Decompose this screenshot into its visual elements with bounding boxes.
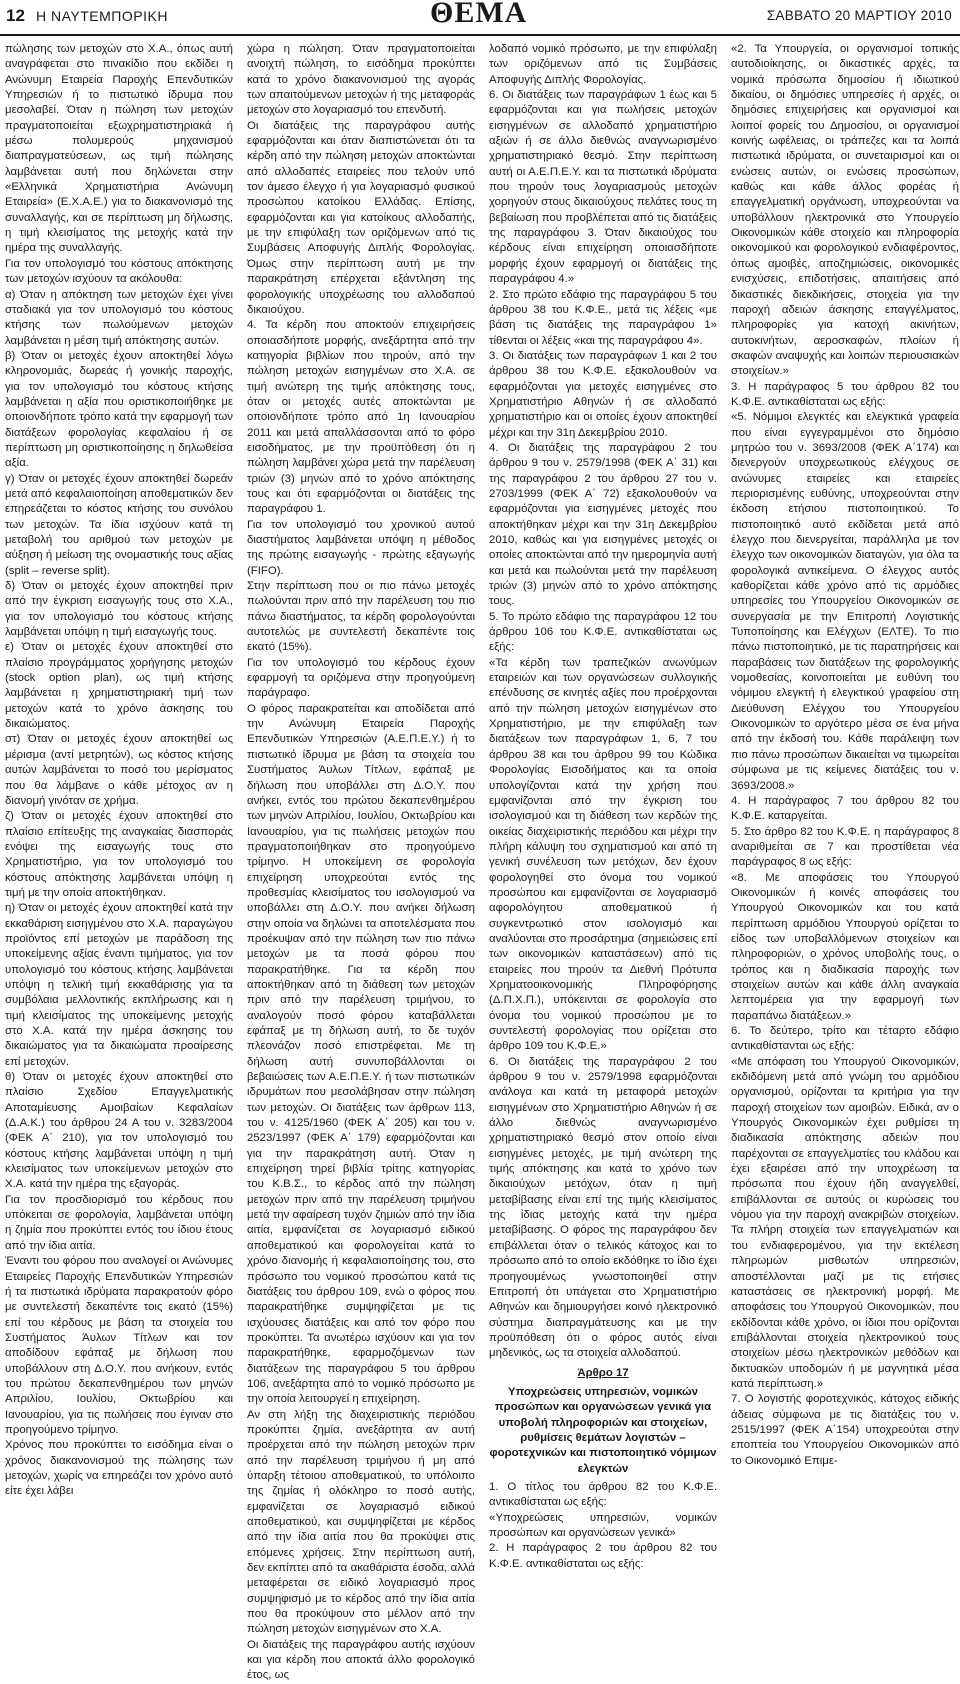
paragraph: 4. Οι διατάξεις της παραγράφου 2 του άρθρου 9 του ν. 2579/1998 (ΦΕΚ Α΄ 31) και της παραγράφου 2 του άρθρου 27 του ν. 2703/1999 (ΦΕΚ Α΄ 72) εξακολουθούν να εφαρμόζονται για εισηγμένες μετοχές που αποκτήθηκαν μέχρι και την 31η Δεκεμβρίου 2010, καθώς και για εισηγμένες μετοχές οι οποίες αποκτώνται από την ημερομηνία αυτή και μετά και πωλούνται μετά την παρέλευση τριών (3) μηνών από το χρόνο απόκτησης τους. xyxy=(489,441,717,608)
paragraph: «2. Τα Υπουργεία, οι οργανισμοί τοπικής αυτοδιοίκησης, οι δικαστικές αρχές, τα νομικά πρόσωπα δημοσίου ή ιδιωτικού δικαίου, οι δημόσιες υπηρεσίες ή αρχές, οι δημόσιες επιχειρήσεις και οργανισμοί και λοιποί φορείς του Δημοσίου, οι οργανισμοί κοινής ωφέλειας, οι τράπεζες και τα λοιπά πιστωτικά ιδρύματα, οι συνεταιρισμοί και οι ενώσεις αυτών, οι ενώσεις προσώπων, καθώς και κάθε άλλος φορέας ή επαγγελματική οργάνωση, υποχρεούνται να υποβάλλουν ηλεκτρονικά στο Υπουργείο Οικονομικών κάθε στοιχείο και πληροφορία οικονομικού και φορολογικού ενδιαφέροντος, όπως αμοιβές, αποζημιώσεις, οικονομικές ενισχύσεις, επιδοτήσεις, απαιτήσεις από δικαστικές διεκδικήσεις, στοιχεία για την παροχή αδειών άσκησης επαγγέλματος, πληροφορίες για κατοχή ακινήτων, αυτοκινήτων, αεροσκαφών, πλοίων ή σκαφών αναψυχής και λοιπών περιουσιακών στοιχείων.» xyxy=(731,43,959,378)
paragraph: Έναντι του φόρου που αναλογεί οι Ανώνυμες Εταιρείες Παροχής Επενδυτικών Υπηρεσιών ή τα πιστωτικά ιδρύματα παρακρατούν φόρο με συντελεστή δεκαπέντε τοις εκατό (15%) επί του κέρδους με βάση τα στοιχεία του Συστήματος Άυλων Τίτλων και τον αποδίδουν εφάπαξ με δήλωση που υποβάλλουν στη Δ.Ο.Υ. που ανήκουν, εντός του πρώτου δεκαπενθημέρου των μηνών Απριλίου, Ιουλίου, Οκτωβρίου και Ιανουαρίου, για τις πωλήσεις που έγιναν στο προηγούμενο τρίμηνο. xyxy=(5,1255,233,1436)
paragraph: Για τον προσδιορισμό του κέρδους που υπόκειται σε φορολογία, λαμβάνεται υπόψη η ζημία που προκύπτει εντός του ίδιου έτους από την ίδια αιτία. xyxy=(5,1193,233,1252)
paragraph: «Υποχρεώσεις υπηρεσιών, νομικών προσώπων και οργανώσεων γενικά» xyxy=(489,1511,717,1539)
paragraph: Στην περίπτωση που οι πιο πάνω μετοχές πωλούνται πριν από την παρέλευση του πιο πάνω διαστήματος, τα κέρδη φορολογούνται αυτοτελώς με συντελεστή δεκαπέντε τοις εκατό (15%). xyxy=(247,580,475,654)
paragraph: 3. Η παράγραφος 5 του άρθρου 82 του Κ.Φ.Ε. αντικαθίσταται ως εξής: xyxy=(731,380,959,408)
paragraph: «Με απόφαση του Υπουργού Οικονομικών, εκδιδόμενη μετά από γνώμη του αρμόδιου οργανισμού, ορίζονται τα κριτήρια για την παροχή στοιχείων των αμοιβών. Ειδικά, αν ο Υπουργός Οικονομικών έχει ρυθμίσει τη διαδικασία απόκτησης αδειών που παρέχονται σε επαγγελματίες του κλάδου και έχει εξαιρέσει από την υποχρέωση τα πρόσωπα που έχουν ήδη αναγγελθεί, επιβάλλονται σε αυτούς οι κυρώσεις του νόμου για την παροχή ανακριβών στοιχείων. Τα πλήρη στοιχεία των επαγγελματιών και του ενδιαφερομένου, για την εκτέλεση πληρωμών μισθωτών υπηρεσιών, αποστέλλονται μαζί με τις ετήσιες καταστάσεις σε ηλεκτρονική μορφή. Με αποφάσεις του Υπουργού Οικονομικών, που εκδίδονται κάθε χρόνο, οι ίδιοι που ορίζονται επιβάλλονται στοιχεία ηλεκτρονικού τους στοιχείων μέσω ηλεκτρονικών μεθόδων και δικτυακών υποδομών ή με μαγνητικά μέσα κατά περίπτωση.» xyxy=(731,1055,959,1390)
paragraph: 2. Στο πρώτο εδάφιο της παραγράφου 5 του άρθρου 38 του Κ.Φ.Ε., μετά τις λέξεις «με βάση τις διατάξεις της παραγράφου 1» τίθενται οι λέξεις «και της παραγράφου 4». xyxy=(489,288,717,347)
paragraph: «Τα κέρδη των τραπεζικών ανωνύμων εταιρειών και των οργανώσεων συλλογικής επένδυσης σε κινητές αξίες που προέρχονται από την πώληση μετοχών εισηγμένων στο Χρηματιστήριο, με την επιφύλαξη των διατάξεων των παραγράφων 1, 6, 7 του άρθρου 38 και του άρθρου 99 του Κώδικα Φορολογίας Εισοδήματος και τα οποία υπολογίζονται κατά την χρήση που εμφανίζονται από την έγκριση του ισολογισμού και τη διάθεση των κερδών της οικείας διαχειριστικής περιόδου και μέχρι την πλήρη κάλυψη του σχηματισμού και από τη γενική συνέλευση των μετόχων, δεν έχουν φορολογηθεί στο όνομα του νομικού προσώπου και εμφανίζονται σε λογαριασμό αφορολόγητου αποθεματικού ή συγκεντρωτικό στον ισολογισμό και αναλύονται στο προσάρτημα (σημειώσεις επί των οικονομικών καταστάσεων) από τις εταιρείες που τηρούν τα Διεθνή Πρότυπα Χρηματοοικονομικής Πληροφόρησης (Δ.Π.Χ.Π.), υπόκεινται σε φορολογία στο όνομα του νομικού προσώπου με το συντελεστή φορολογίας που ορίζεται στο άρθρο 109 του Κ.Φ.Ε.» xyxy=(489,656,717,1053)
article-title: Υποχρεώσεις υπηρεσιών, νομικών προσώπων και οργανώσεων γενικά για υποβολή πληροφοριών και στοιχείων, ρυθμίσεις θεμάτων λογιστών – φοροτεχνικών και πιστοποιητικό νόμιμων ελεγκτών xyxy=(489,1385,717,1475)
paragraph: θ) Όταν οι μετοχές έχουν αποκτηθεί στο πλαίσιο Σχεδίου Επαγγελματικής Αποταμίευσης Αμοιβαίων Κεφαλαίων (Δ.Α.Κ.) του άρθρου 24 Α του ν. 3283/2004 (ΦΕΚ Α΄ 210), για τον υπολογισμό του κόστους κτήσης λαμβάνεται υπόψη η τιμή κλεισίματος των υποκείμενων μετοχών στο Χ.Α. κατά την ημέρα της εξαγοράς. xyxy=(5,1071,233,1191)
paragraph: «5. Νόμιμοι ελεγκτές και ελεγκτικά γραφεία που είναι εγγεγραμμένοι στο δημόσιο μητρώο του ν. 3693/2008 (ΦΕΚ Α΄174) και διενεργούν υποχρεωτικούς ελέγχους σε ανώνυμες εταιρείες και εταιρείες περιορισμένης ευθύνης, υποχρεούνται στην έκδοση ετήσιου πιστοποιητικού. Το πιστοποιητικό αυτό εκδίδεται μετά από έλεγχο που διενεργείται, παράλληλα με τον έλεγχο των οικονομικών διαταγών, για όλα τα φορολογικά αντικείμενα. Ο έλεγχος αυτός καθορίζεται κάθε χρόνο από τις αρμόδιες υπηρεσίες του Υπουργείου Οικονομικών σε συνεργασία με την Επιτροπή Λογιστικής Τυποποίησης και Ελέγχων (ΕΛΤΕ). Το πιο πάνω πιστοποιητικό, με τις παρατηρήσεις και παραβάσεις των διατάξεων της φορολογικής νομοθεσίας, κοινοποιείται με ευθύνη του νόμιμου ελεγκτή ή ελεγκτικού γραφείου στη Διεύθυνση Ελέγχου του Υπουργείου Οικονομικών το αργότερο μέσα σε ένα μήνα από την έκδοσή του. Κάθε παράλειψη των πιο πάνω προσώπων δικαιείται να τιμωρείται σύμφωνα με τις κείμενες διατάξεις του ν. 3693/2008.» xyxy=(731,411,959,792)
paragraph: Για τον υπολογισμό του κέρδους έχουν εφαρμογή τα οριζόμενα στην προηγούμενη παράγραφο. xyxy=(247,656,475,700)
paragraph: Οι διατάξεις της παραγράφου αυτής ισχύουν και για κέρδη που αποκτά άλλο φορολογικό έτος, ως xyxy=(247,1638,475,1682)
column-2 xyxy=(247,42,475,1682)
paragraph: 4. Η παράγραφος 7 του άρθρου 82 του Κ.Φ.Ε. καταργείται. xyxy=(731,794,959,823)
paragraph: πώλησης των μετοχών στο Χ.Α., όπως αυτή αναγράφεται στο πινακίδιο που εκδίδει η Ανώνυμη Εταιρεία Παροχής Επενδυτικών Υπηρεσιών ή το πιστωτικό ίδρυμα που μεσολαβεί. Όταν η πώληση των μετοχών πραγματοποιείται εξωχρηματιστηριακά ή μέσω πολυμερούς μηχανισμού διαπραγματεύσεων, ως τιμή πώλησης λαμβάνεται αυτή που δηλώνεται στην «Ελληνικά Χρηματιστήρια Ανώνυμη Εταιρεία» (Ε.Χ.Α.Ε.) για το διακανονισμό της συναλλαγής, και σε περίπτωση μη δήλωσης, η τιμή κλεισίματος της μετοχής κατά την ημέρα της συναλλαγής. xyxy=(5,43,233,255)
paragraph: Ο φόρος παρακρατείται και αποδίδεται από την Ανώνυμη Εταιρεία Παροχής Επενδυτικών Υπηρεσιών (Α.Ε.Π.Ε.Υ.) ή το πιστωτικό ίδρυμα με βάση τα στοιχεία του Συστήματος Άυλων Τίτλων, εφάπαξ με δήλωση που υποβάλλει στη Δ.Ο.Υ. που ανήκει, εντός του πρώτου δεκαπενθημέρου των μηνών Απριλίου, Ιουλίου, Οκτωβρίου και Ιανουαρίου, για τις πωλήσεις μετοχών που πραγματοποιήθηκαν στο προηγούμενο τρίμηνο. Η υποκείμενη σε φορολογία επιχείρηση υποχρεούται εντός της προθεσμίας κλεισίματος του ισολογισμού να υποβάλλει στη Δ.Ο.Υ. που ανήκει δήλωση στην οποία να δηλώνει τα αποτελέσματα που προέκυψαν από την πώληση των πιο πάνω μετοχών με τα ποσά φόρου που παρακρατήθηκε. Για τα κέρδη που αποκτήθηκαν από τη διάθεση των μετοχών πριν από την παρέλευση τριμήνου, το αναλογούν ποσό φόρου καταβάλλεται εφάπαξ με τη δήλωση αυτή, το δε τυχόν πλεονάζον ποσό επιστρέφεται. Με τη δήλωση αυτή συνυποβάλλονται οι βεβαιώσεις των Α.Ε.Π.Ε.Υ. ή των πιστωτικών ιδρυμάτων που μεσολάβησαν στην πώληση των μετοχών. Οι διατάξεις των άρθρων 113, του ν. 4125/1960 (ΦΕΚ Α΄ 205) και του ν. 2523/1997 (ΦΕΚ Α΄ 179) εφαρμόζονται και για την παρακράτηση αυτή. Όταν η επιχείρηση τηρεί βιβλία τρίτης κατηγορίας του Κ.Β.Σ., το κέρδος από την πώληση μετοχών πριν από την παρέλευση τριμήνου μετά την αφαίρεση τυχόν ζημιών από την ίδια αιτία, εμφανίζεται σε λογαριασμό ειδικού αποθεματικού και φορολογείται κατά το χρόνο διανομής ή κεφαλαιοποίησης του, στο πρόσωπο του νομικού προσώπου κατά τις διατάξεις του άρθρου 109, ενώ ο φόρος που παρακρατήθηκε συμψηφίζεται με τις ισχύουσες διατάξεις και από τον φόρο που προκύπτει. Τα ανωτέρω ισχύουν και για τον παρακρατήθηκε, εφαρμοζόμενων των διατάξεων της παραγράφου 5 του άρθρου 106, ανεξάρτητα από το νομικό πρόσωπο με την οποία λειτουργεί η επιχείρηση. xyxy=(247,702,475,1406)
paragraph: 5. Το πρώτο εδάφιο της παραγράφου 12 του άρθρου 106 του Κ.Φ.Ε. αντικαθίσταται ως εξής: xyxy=(489,610,717,654)
paragraph: 7. Ο λογιστής φοροτεχνικός, κάτοχος ειδικής άδειας σύμφωνα με τις διατάξεις του ν. 2515/1997 (ΦΕΚ Α΄154) υποχρεούται στην εποπτεία του Υπουργείου Οικονομικών από το Οικονομικό Επιμε- xyxy=(731,1393,959,1467)
paragraph: λοδαπό νομικό πρόσωπο, με την επιφύλαξη των οριζόμενων από τις Συμβάσεις Αποφυγής Διπλής Φορολογίας. xyxy=(489,43,717,86)
column-1 xyxy=(5,42,233,1498)
paragraph: ζ) Όταν οι μετοχές έχουν αποκτηθεί στο πλαίσιο επίτευξης της αναγκαίας διασποράς ενόψει της εισαγωγής τους στο Χρηματιστήριο, για τον υπολογισμό του κόστους απόκτησης λαμβάνεται υπόψη η τιμή με την οποία αποκτήθηκαν. xyxy=(5,810,233,899)
paragraph: 3. Οι διατάξεις των παραγράφων 1 και 2 του άρθρου 38 του Κ.Φ.Ε. εξακολουθούν να εφαρμόζονται για μετοχές εισηγμένες στο Χρηματιστήριο Αθηνών ή σε αλλοδαπό χρηματιστήριο και οι οποίες έχουν αποκτηθεί μέχρι και την 31η Δεκεμβρίου 2010. xyxy=(489,349,717,439)
page-header xyxy=(0,0,960,34)
paragraph: «8. Με αποφάσεις του Υπουργού Οικονομικών ή κοινές αποφάσεις του Υπουργού Οικονομικών και του κατά περίπτωση αρμόδιου Υπουργού ορίζεται το είδος των υποβαλλόμενων στοιχείων και πληροφοριών, ο χρόνος υποβολής τους, ο τρόπος και η διαδικασία παροχής των στοιχείων αυτών και κάθε άλλη αναγκαία λεπτομέρεια για την εφαρμογή των παραπάνω διατάξεων.» xyxy=(731,871,959,1022)
paragraph: ε) Όταν οι μετοχές έχουν αποκτηθεί στο πλαίσιο προγράμματος χορήγησης μετοχών (stock option plan), ως τιμή κτήσης λαμβάνεται η χρηματιστηριακή τιμή των μετοχών κατά το χρόνο άσκησης του δικαιώματος. xyxy=(5,641,233,731)
column-4 xyxy=(731,42,959,1467)
paragraph: Για τον υπολογισμό του χρονικού αυτού διαστήματος λαμβάνεται υπόψη η μέθοδος της πρώτης εισαγωγής - πρώτης εξαγωγής (FIFO). xyxy=(247,518,475,577)
paragraph: 6. Οι διατάξεις των παραγράφων 1 έως και 5 εφαρμόζονται και για πωλήσεις μετοχών εισηγμένων σε αλλοδαπό χρηματιστήριο αξιών ή σε άλλο διεθνώς αναγνωρισμένο χρηματιστηριακό θεσμό. Στην περίπτωση αυτή οι Α.Ε.Π.Ε.Υ. και τα πιστωτικά ιδρύματα που τηρούν τους λογαριασμούς μετοχών χορηγούν στους δικαιούχους πελάτες τους τη βεβαίωση που προβλέπεται από τις διατάξεις της παραγράφου 3. Όταν δικαιούχος του κέρδους είναι επιχείρηση οποιασδήποτε μορφής έχουν εφαρμογή οι διατάξεις της παραγράφου 4.» xyxy=(489,89,717,286)
page-number: 12 xyxy=(6,6,25,25)
newspaper-name: Η ΝΑΥΤΕΜΠΟΡΙΚΗ xyxy=(36,8,168,24)
paragraph: β) Όταν οι μετοχές έχουν αποκτηθεί λόγω κληρονομιάς, δωρεάς ή γονικής παροχής, για τον υπολογισμό του κόστους κτήσης λαμβάνεται η αξία που οριστικοποιήθηκε με οποιονδήποτε τρόπο κατά την εφαρμογή των διατάξεων φορολογίας κεφαλαίου ή σε περίπτωση μη οριστικοποίησης η δηλωθείσα αξία. xyxy=(5,349,233,470)
paragraph: 1. Ο τίτλος του άρθρου 82 του Κ.Φ.Ε. αντικαθίσταται ως εξής: xyxy=(489,1480,717,1509)
paragraph: Οι διατάξεις της παραγράφου αυτής εφαρμόζονται και όταν διαπιστώνεται ότι τα κέρδη από την πώληση μετοχών αποκτώνται από αλλοδαπές εταιρείες που τελούν υπό τον άμεσο έλεγχο ή για λογαριασμό φυσικού προσώπου κατοίκου Ελλάδας. Επίσης, εφαρμόζονται και για κατοίκους αλλοδαπής, με την επιφύλαξη των οριζόμενων από τις Συμβάσεις Αποφυγής Διπλής Φορολογίας. Όμως στην περίπτωση αυτή με την παρακράτηση επέρχεται εξάντληση της φορολογικής υποχρέωσης του αλλοδαπού δικαιούχου. xyxy=(247,119,475,316)
paragraph: α) Όταν η απόκτηση των μετοχών έχει γίνει σταδιακά για τον υπολογισμό του κόστους κτήσης των πωλούμενων μετοχών λαμβάνεται η μέση τιμή απόκτησης αυτών. xyxy=(5,288,233,347)
column-3 xyxy=(489,42,717,1570)
paragraph: 5. Στο άρθρο 82 του Κ.Φ.Ε. η παράγραφος 8 αναριθμείται σε 7 και προστίθεται νέα παράγραφος 8 ως εξής: xyxy=(731,825,959,869)
header-rule xyxy=(0,34,960,36)
article-number: Άρθρο 17 xyxy=(577,1366,629,1379)
paragraph: 6. Οι διατάξεις της παραγράφου 2 του άρθρου 9 του ν. 2579/1998 εφαρμόζονται ανάλογα και κατά τη μεταφορά μετοχών εισηγμένων στο Χρηματιστήριο Αθηνών ή σε άλλο διεθνώς αναγνωρισμένο χρηματιστηριακό θεσμό στον οποίο είναι εισηγμένες μετοχές, με τιμή ανώτερη της τιμής απόκτησης και κατά το χρόνο των δικαιούχων μετόχων, όταν η τιμή μεταβίβασης είναι επί της τιμής κλεισίματος της ίδιας μετοχής κατά την ημέρα μεταβίβασης. Ο φόρος της παραγράφου δεν επιβάλλεται όταν ο τελικός κάτοχος και το πρόσωπο από το οποίο εκδόθηκε το ίδιο έχει προηγουμένως γνωστοποιηθεί στην Επιτροπή ότι υπάγεται στο Χρηματιστήριο Αθηνών και δημιουργήσει κοινό ηλεκτρονικό σύστημα διαπραγμάτευσης και με την προϋπόθεση ότι ο φόρος αυτός είναι μηδενικός, ως τα στοιχεία αλλοδαπού. xyxy=(489,1055,717,1360)
paragraph: 2. Η παράγραφος 2 του άρθρου 82 του Κ.Φ.Ε. αντικαθίσταται ως εξής: xyxy=(489,1542,717,1570)
paragraph: γ) Όταν οι μετοχές έχουν αποκτηθεί δωρεάν μετά από κεφαλαιοποίηση αποθεματικών δεν επηρεάζεται το κόστος κτήσης του συνόλου των μετοχών. Τα ίδια ισχύουν κατά τη μεταβολή του αριθμού των μετοχών με αύξηση ή μείωση της ονομαστικής τους αξίας (split – reverse split). xyxy=(5,472,233,577)
paragraph: η) Όταν οι μετοχές έχουν αποκτηθεί κατά την εκκαθάριση εισηγμένου στο Χ.Α. παραγώγου προϊόντος επί μετοχών με παράδοση της υποκείμενης αξίας έναντι τιμήματος, για τον υπολογισμό του κόστους κτήσης λαμβάνεται υπόψη η τελική τιμή εκκαθάρισης για τα συμβόλαια μελλοντικής εκπλήρωσης και η τιμή κλεισίματος της υποκείμενης μετοχής στο Χ.Α. κατά την ημέρα άσκησης του δικαιώματος για τα δικαιώματα προαίρεσης επί μετοχών. xyxy=(5,902,233,1068)
paragraph: δ) Όταν οι μετοχές έχουν αποκτηθεί πριν από την έγκριση εισαγωγής τους στο Χ.Α., για τον υπολογισμό του κόστους κτήσης λαμβάνεται υπόψη η τιμή εισαγωγής τους. xyxy=(5,580,233,639)
paragraph: 4. Τα κέρδη που αποκτούν επιχειρήσεις οποιασδήποτε μορφής, ανεξάρτητα από την κατηγορία βιβλίων που τηρούν, από την πώληση μετοχών εισηγμένων στο Χ.Α. σε τιμή ανώτερη της τιμής απόκτησης τους, όταν οι μετοχές αυτές αποκτώνται με οποιονδήποτε τρόπο από 1η Ιανουαρίου 2011 και μετά απαλλάσσονται από το φόρο εισοδήματος, με την προϋπόθεση ότι η πώληση λαμβάνει χώρα μετά την παρέλευση τριών (3) μηνών από το χρόνο απόκτησης τους και ότι εφαρμόζονται οι διατάξεις της παραγράφου 1. xyxy=(247,319,475,516)
section-logo: ΘΕΜΑ xyxy=(430,0,528,29)
paragraph: Χρόνος που προκύπτει το εισόδημα είναι ο χρόνος διακανονισμού της πώλησης των μετοχών, χωρίς να επηρεάζει τον χρόνο αυτό είτε έχει λάβει xyxy=(5,1439,233,1498)
paragraph: Αν στη λήξη της διαχειριστικής περιόδου προκύπτει ζημία, ανεξάρτητα αν αυτή προέρχεται από την πώληση μετοχών πριν από την παρέλευση τριμήνου ή μη από ύπαρξη τέτοιου αποθεματικού, το υπόλοιπο της ζημίας ή ολόκληρο το ποσό αυτής, εμφανίζεται σε λογαριασμό ειδικού αποθεματικού, και συμψηφίζεται με κέρδος από την ίδια αιτία που θα προκύψει στις επόμενες χρήσεις. Στην περίπτωση αυτή, δεν εκπίπτει από τα ακαθάριστα έσοδα, αλλά μεταφέρεται σε ειδικό λογαριασμό προς συμψηφισμό με το κέρδος από την ίδια αιτία που θα προκύψουν στο μέλλον από την πώληση μετοχών εισηγμένων στο Χ.Α. xyxy=(247,1408,475,1636)
paragraph: στ) Όταν οι μετοχές έχουν αποκτηθεί ως μέρισμα (αντί μετρητών), ως κόστος κτήσης αυτών λαμβάνεται το ποσό του μερίσματος που θα λάμβανε ο κάθε μέτοχος αν η διανομή γινόταν σε χρήμα. xyxy=(5,733,233,807)
paragraph: 6. Το δεύτερο, τρίτο και τέταρτο εδάφιο αντικαθίστανται ως εξής: xyxy=(731,1025,959,1053)
issue-date: ΣΑΒΒΑΤΟ 20 ΜΑΡΤΙΟΥ 2010 xyxy=(766,8,952,23)
paragraph: Για τον υπολογισμό του κόστους απόκτησης των μετοχών ισχύουν τα ακόλουθα: xyxy=(5,257,233,286)
paragraph: χώρα η πώληση. Όταν πραγματοποιείται ανοιχτή πώληση, το εισόδημα προκύπτει κατά το χρόνο διακανονισμού της αγοράς των απαιτούμενων μετοχών ή της μεταφοράς μετοχών στο λογαριασμό του επενδυτή. xyxy=(247,43,475,117)
